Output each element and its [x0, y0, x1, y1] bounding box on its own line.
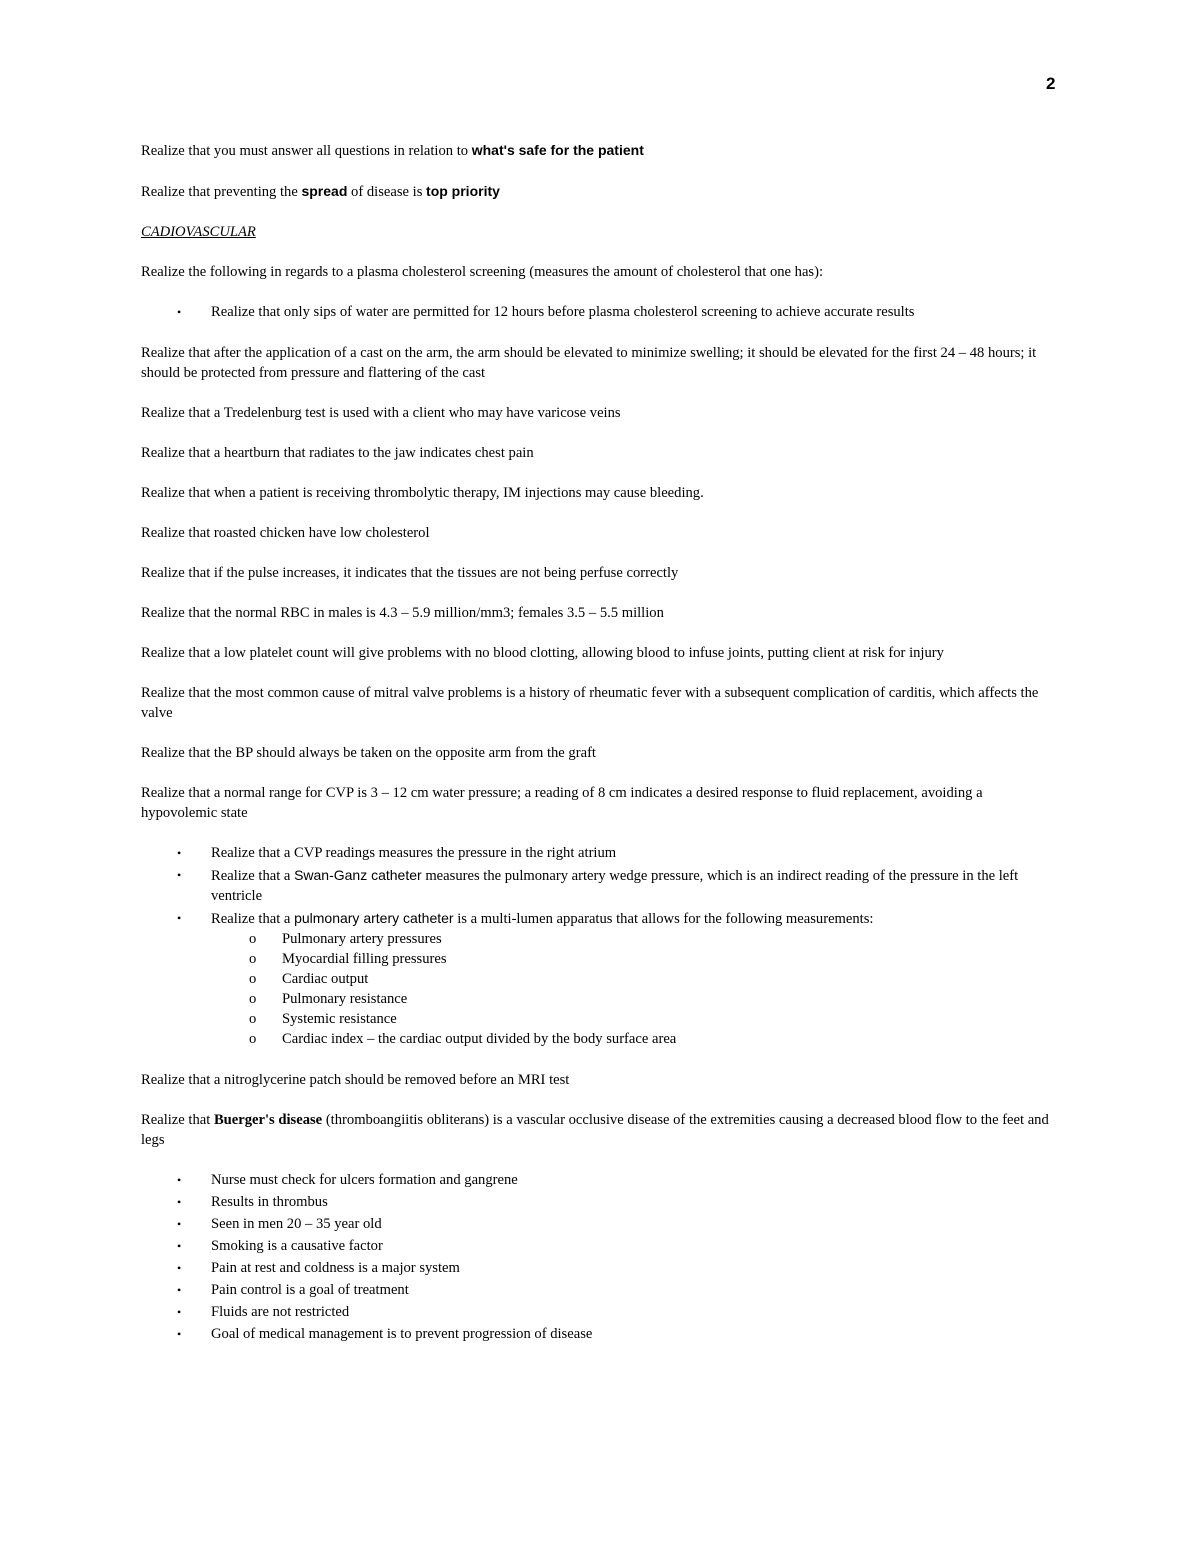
list-item	[141, 1214, 1061, 1234]
body-paragraph: Realize that the normal RBC in males is 4.3 – 5.9 million/mm3; females 3.5 – 5.5 million	[141, 605, 664, 621]
list-item	[141, 908, 1061, 1049]
sub-list-item-text: Cardiac index – the cardiac output divided by the body surface area	[282, 1031, 677, 1047]
list-item-text: Realize that only sips of water are permitted for 12 hours before plasma cholesterol screening to achieve accurate results	[211, 304, 915, 320]
list-item	[141, 1258, 1061, 1278]
list-item	[141, 1170, 1061, 1190]
sub-list-item	[211, 929, 1061, 949]
bullet-icon: •	[177, 1305, 182, 1319]
circle-bullet-icon: o	[249, 1031, 257, 1047]
circle-bullet-icon: o	[249, 991, 257, 1007]
intro-paragraph-1	[141, 140, 1061, 161]
sub-list-item	[211, 1029, 1061, 1049]
sub-list-item	[211, 949, 1061, 969]
buerger-term: Buerger's disease	[213, 1112, 323, 1128]
list-item-text: measures the pulmonary artery wedge pressure, which is an indirect reading of the pressure in the left ventricle	[211, 868, 1019, 904]
bullet-icon: •	[177, 305, 182, 319]
bullet-icon: •	[177, 1195, 182, 1209]
bullet-icon: •	[177, 1239, 182, 1253]
buerger-bullet-list	[141, 1170, 1061, 1344]
buerger-text: (thromboangiitis obliterans) is a vascular occlusive disease of the extremities causing a decreased blood flow to the feet and legs	[141, 1112, 1049, 1148]
list-item	[141, 1236, 1061, 1256]
list-item-text: Pain control is a goal of treatment	[211, 1282, 409, 1298]
sub-list-item-text: Systemic resistance	[282, 1011, 397, 1027]
list-item-text: Realize that a CVP readings measures the pressure in the right atrium	[211, 845, 617, 861]
nitro-paragraph: Realize that a nitroglycerine patch should be removed before an MRI test	[141, 1072, 570, 1088]
list-item-text: Results in thrombus	[211, 1194, 328, 1210]
bullet-icon: •	[177, 1261, 182, 1275]
bullet-icon: •	[177, 911, 182, 925]
list-item-text: Nurse must check for ulcers formation and gangrene	[211, 1172, 518, 1188]
sub-list-item	[211, 989, 1061, 1009]
bullet-icon: •	[177, 1283, 182, 1297]
intro-2-text: Realize that preventing the	[141, 184, 302, 200]
page-number: 2	[1046, 74, 1056, 93]
list-item	[141, 1302, 1061, 1322]
intro-2-emphasis-2: top priority	[426, 183, 500, 199]
cholesterol-paragraph: Realize the following in regards to a plasma cholesterol screening (measures the amount of cholesterol that one has):	[141, 264, 824, 280]
page-content	[141, 140, 1061, 1365]
list-item	[141, 843, 1061, 863]
cvp-paragraph: Realize that a normal range for CVP is 3 – 12 cm water pressure; a reading of 8 cm indicates a desired response to fluid replacement, avoiding a hypovolemic state	[141, 785, 983, 821]
swan-ganz-term: Swan-Ganz catheter	[294, 867, 422, 883]
body-paragraph: Realize that the most common cause of mitral valve problems is a history of rheumatic fever with a subsequent complication of carditis, which affects the valve	[141, 685, 1039, 721]
bullet-icon: •	[177, 1217, 182, 1231]
circle-bullet-icon: o	[249, 931, 257, 947]
list-item-text: Seen in men 20 – 35 year old	[211, 1216, 382, 1232]
circle-bullet-icon: o	[249, 1011, 257, 1027]
list-item	[141, 865, 1061, 906]
section-heading: CADIOVASCULAR	[141, 224, 256, 240]
body-paragraph: Realize that a heartburn that radiates to the jaw indicates chest pain	[141, 445, 534, 461]
list-item-text: Smoking is a causative factor	[211, 1238, 383, 1254]
cvp-bullet-list	[141, 843, 1061, 1049]
bullet-icon: •	[177, 1327, 182, 1341]
body-paragraph: Realize that roasted chicken have low cholesterol	[141, 525, 430, 541]
body-paragraph: Realize that if the pulse increases, it indicates that the tissues are not being perfuse correctly	[141, 565, 679, 581]
body-paragraph: Realize that a low platelet count will give problems with no blood clotting, allowing blood to infuse joints, putting client at risk for injury	[141, 645, 944, 661]
intro-2-emphasis: spread	[301, 183, 348, 199]
buerger-paragraph	[141, 1110, 1061, 1150]
sub-list-item-text: Myocardial filling pressures	[282, 951, 447, 967]
list-item-text: Realize that a	[211, 911, 295, 927]
sub-list-item	[211, 969, 1061, 989]
list-item-text: Realize that a	[211, 868, 295, 884]
intro-paragraph-2	[141, 181, 1061, 202]
body-paragraph: Realize that the BP should always be taken on the opposite arm from the graft	[141, 745, 596, 761]
circle-bullet-icon: o	[249, 971, 257, 987]
sub-list-item	[211, 1009, 1061, 1029]
list-item-text: Goal of medical management is to prevent progression of disease	[211, 1326, 593, 1342]
measurements-sublist	[211, 929, 1061, 1049]
cholesterol-bullet-list	[141, 302, 1061, 322]
body-paragraph: Realize that when a patient is receiving thrombolytic therapy, IM injections may cause bleeding.	[141, 485, 704, 501]
list-item	[141, 1280, 1061, 1300]
intro-2-mid: of disease is	[347, 184, 427, 200]
list-item-text: is a multi-lumen apparatus that allows for the following measurements:	[453, 911, 874, 927]
pulmonary-catheter-term: pulmonary artery catheter	[294, 910, 454, 926]
intro-1-emphasis: what's safe for the patient	[471, 142, 644, 158]
list-item-text: Fluids are not restricted	[211, 1304, 350, 1320]
sub-list-item-text: Cardiac output	[282, 971, 369, 987]
body-paragraph: Realize that a Tredelenburg test is used with a client who may have varicose veins	[141, 405, 621, 421]
list-item-text: Pain at rest and coldness is a major system	[211, 1260, 460, 1276]
bullet-icon: •	[177, 846, 182, 860]
sub-list-item-text: Pulmonary artery pressures	[282, 931, 442, 947]
intro-1-text: Realize that you must answer all questions in relation to	[141, 143, 472, 159]
body-paragraph: Realize that after the application of a cast on the arm, the arm should be elevated to minimize swelling; it should be elevated for the first 24 – 48 hours; it should be protected from pressure and flattering of the cast	[141, 345, 1037, 381]
list-item	[141, 302, 1061, 322]
bullet-icon: •	[177, 868, 182, 882]
sub-list-item-text: Pulmonary resistance	[282, 991, 408, 1007]
circle-bullet-icon: o	[249, 951, 257, 967]
list-item	[141, 1192, 1061, 1212]
buerger-text: Realize that	[141, 1112, 214, 1128]
bullet-icon: •	[177, 1173, 182, 1187]
list-item	[141, 1324, 1061, 1344]
